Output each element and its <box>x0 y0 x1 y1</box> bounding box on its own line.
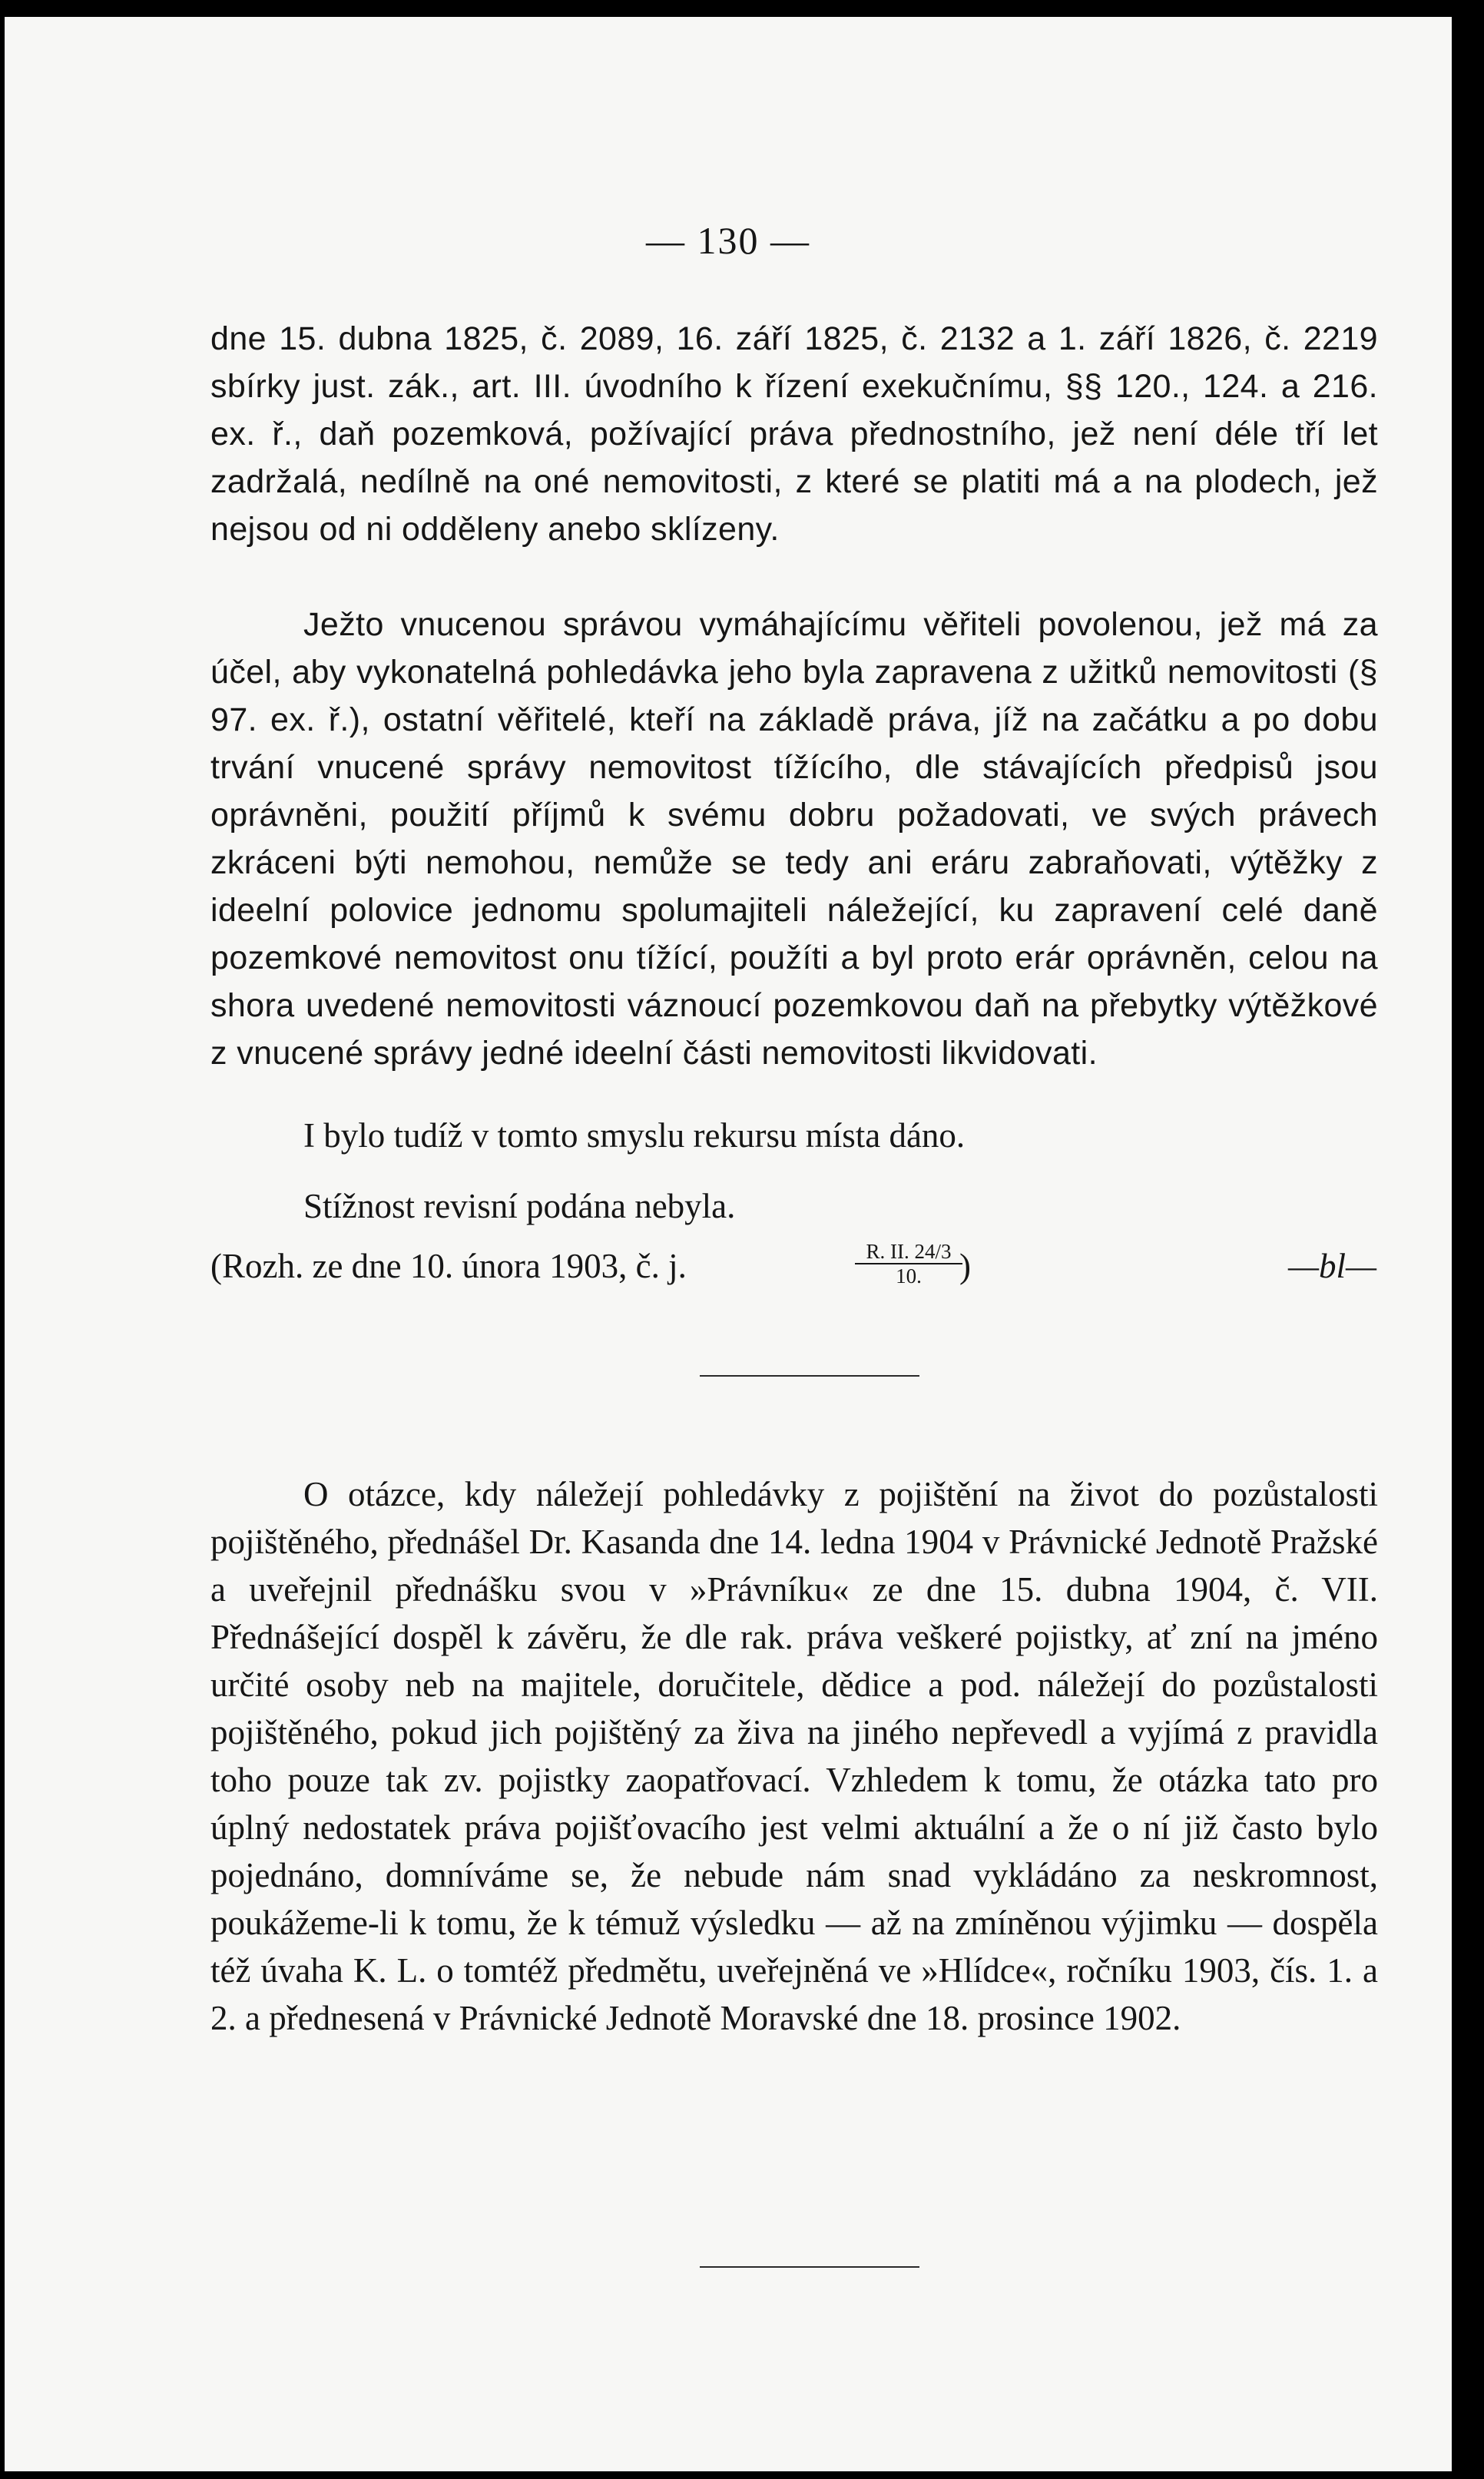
citation-close: ) <box>959 1247 971 1285</box>
decision-citation <box>210 1240 1378 1304</box>
paragraph-2-text: Ježto vnucenou správou vymáhajícímu věřiteli povolenou, jež má za účel, aby vykonatelná pohledávka jeho byla zapravena z užitků nemovitosti (§ 97. ex. ř.), ostatní věřitelé, kteří na základě práva, jíž na začátku a po dobu trvání vnucené správy nemovitost tížícího, dle stávajících předpisů jsou oprávněni, použití příjmů k svému dobru požadovati, ve svých právech zkráceni býti nemohou, nemůže se tedy ani eráru zabraňovati, výtěžky z ideelní polovice jednomu spolumajiteli náležející, ku zapravení celé daně pozemkové nemovitost onu tížící, použíti a byl proto erár oprávněn, celou na shora uvedené nemovitosti váznoucí pozemkovou daň na přebytky výtěžkové z vnucené správy jedné ideelní části nemovitosti likvidovati. <box>210 606 1378 1072</box>
section-divider <box>700 1375 919 1377</box>
citation-fraction <box>855 1240 962 1288</box>
paragraph-2 <box>210 601 1378 1077</box>
page-number: — 130 — <box>646 219 810 262</box>
paragraph-1-text: dne 15. dubna 1825, č. 2089, 16. září 1825, č. 2132 a 1. září 1826, č. 2219 sbírky just. zák., art. III. úvodního k řízení exekučnímu, §§ 120., 124. a 216. ex. ř., daň pozemková, požívající práva přednostního, jež není déle tří let zadržalá, nedílně na oné nemovitosti, z které se platiti má a na plodech, jež nejsou od ni odděleny anebo sklízeny. <box>210 320 1378 548</box>
end-divider <box>700 2266 919 2268</box>
scan-border-right <box>1452 0 1484 2479</box>
citation-numerator: R. II. 24/3 <box>855 1240 962 1264</box>
paragraph-1 <box>210 315 1378 553</box>
paragraph-4: Stížnost revisní podána nebyla. <box>303 1187 736 1225</box>
paragraph-5: O otázce, kdy náležejí pohledávky z pojištění na život do pozůstalosti pojištěného, přednášel Dr. Kasanda dne 14. ledna 1904 v Právnické Jednotě Pražské a uveřejnil přednášku svou v »Právníku« ze dne 15. dubna 1904, č. VII. Přednášející dospěl k závěru, že dle rak. práva veškeré pojistky, ať zní na jméno určité osoby neb na majitele, doručitele, dědice a pod. náležejí do pozůstalosti pojištěného, pokud jich pojištěný za živa na jiného nepřevedl a vyjímá z pravidla toho pouze tak zv. pojistky zaopatřovací. Vzhledem k tomu, že otázka tato pro úplný nedostatek práva pojišťovacího jest velmi aktuální a že o ní již často bylo pojednáno, domníváme se, že nebude nám snad vykládáno za neskromnost, poukážeme-li k tomu, že k témuž výsledku — až na zmíněnou výjimku — dospěla též úvaha K. L. o tomtéž předmětu, uveřejněná ve »Hlídce«, ročníku 1903, čís. 1. a 2. a přednesená v Právnické Jednotě Moravské dne 18. prosince 1902. <box>210 1475 1378 2037</box>
citation-text: (Rozh. ze dne 10. února 1903, č. j. <box>210 1247 687 1285</box>
scan-border-top <box>0 0 1484 17</box>
citation-denominator: 10. <box>896 1264 922 1288</box>
book-page <box>5 17 1452 2471</box>
author-initials: —bl— <box>1287 1247 1376 1285</box>
paragraph-3: I bylo tudíž v tomto smyslu rekursu místa dáno. <box>303 1116 966 1155</box>
